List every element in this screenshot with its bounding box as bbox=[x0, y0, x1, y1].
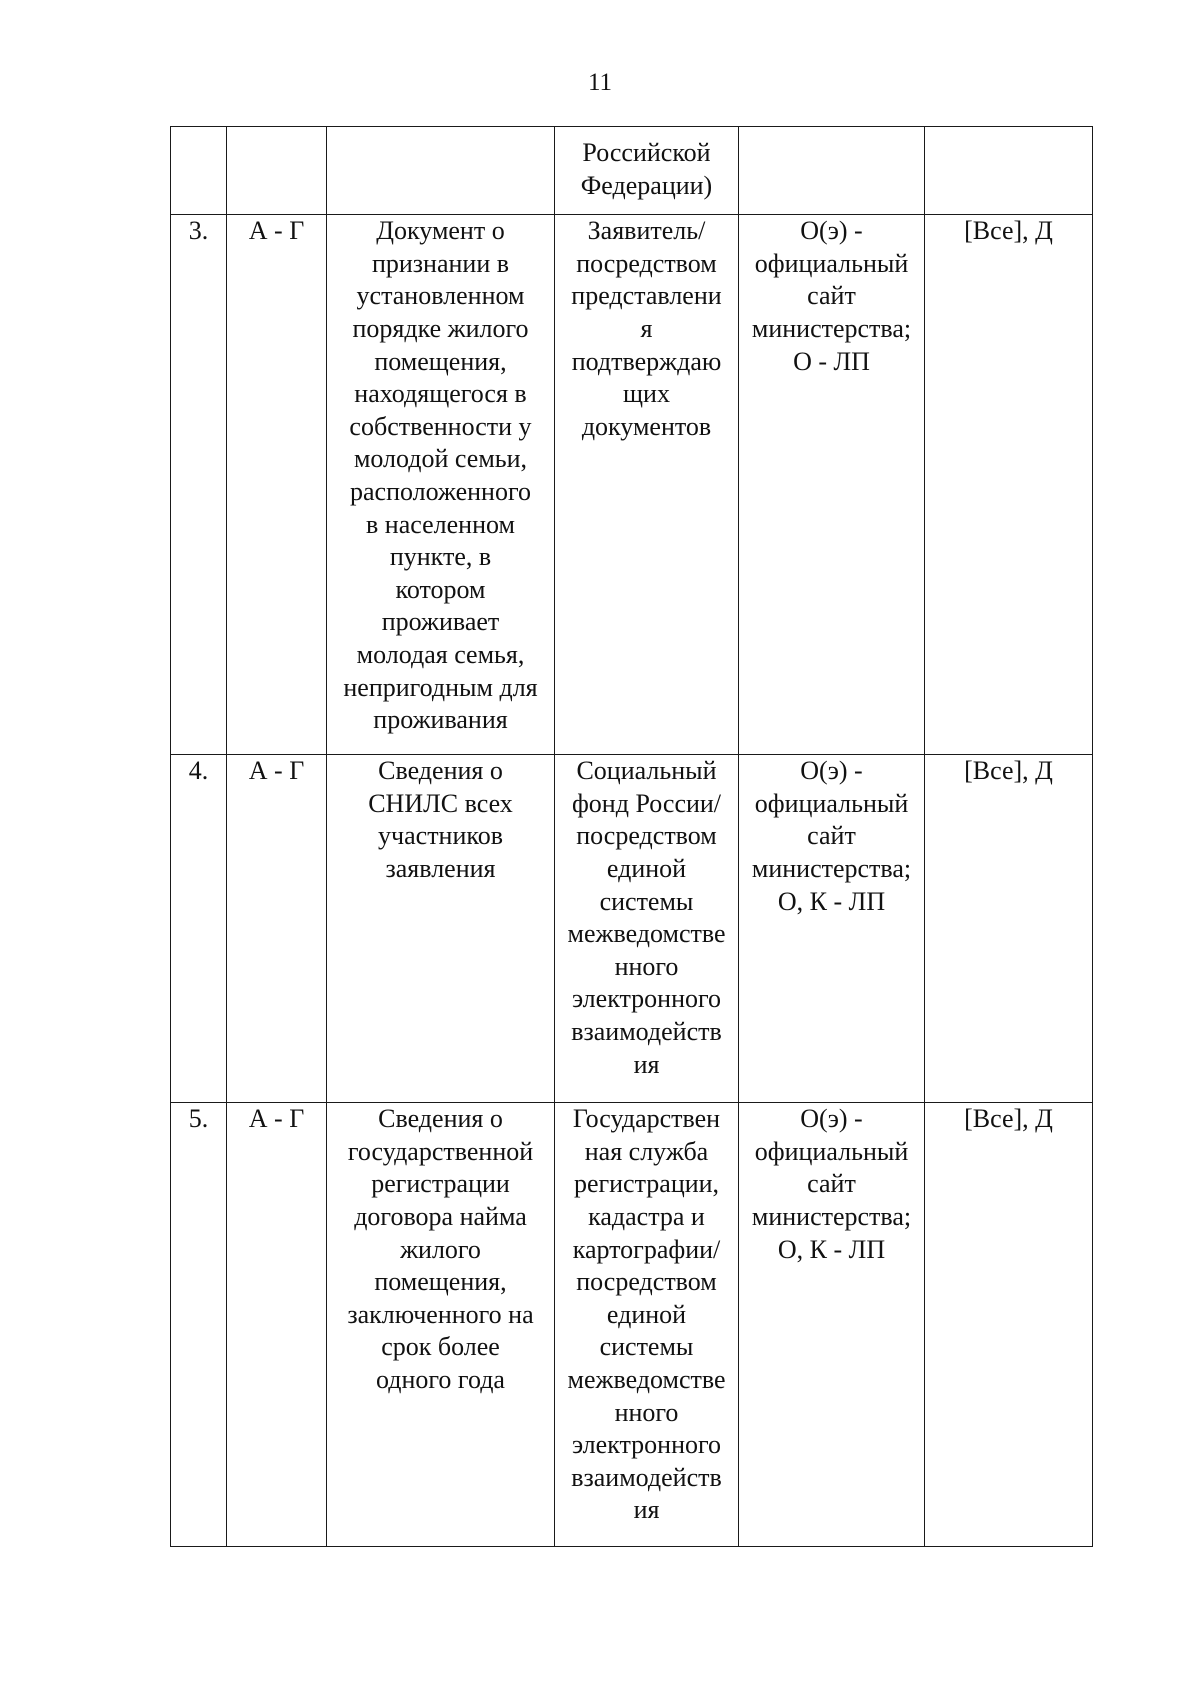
cell-category: А - Г bbox=[227, 1103, 327, 1547]
cell-rule: [Все], Д bbox=[925, 1103, 1093, 1547]
table-row bbox=[171, 1103, 1093, 1547]
cell-number bbox=[171, 127, 227, 215]
cell-number: 4. bbox=[171, 755, 227, 1103]
cell-form: О(э) - официальный сайт министерства; О, К - ЛП bbox=[739, 1103, 925, 1547]
cell-source: Российской Федерации) bbox=[555, 127, 739, 215]
cell-rule: [Все], Д bbox=[925, 215, 1093, 755]
cell-rule: [Все], Д bbox=[925, 755, 1093, 1103]
cell-document: Сведения о государственной регистрации договора найма жилого помещения, заключенного на срок более одного года bbox=[327, 1103, 555, 1547]
cell-form bbox=[739, 127, 925, 215]
cell-number: 5. bbox=[171, 1103, 227, 1547]
requirements-table bbox=[170, 126, 1093, 1547]
page-number: 11 bbox=[587, 69, 613, 96]
table-row bbox=[171, 215, 1093, 755]
cell-category bbox=[227, 127, 327, 215]
cell-category: А - Г bbox=[227, 215, 327, 755]
table-row bbox=[171, 755, 1093, 1103]
cell-category: А - Г bbox=[227, 755, 327, 1103]
cell-source: Государствен ная служба регистрации, кадастра и картографии/ посредством единой системы межведомстве нного электронного взаимодейств ия bbox=[555, 1103, 739, 1547]
cell-source: Заявитель/ посредством представлени я подтверждаю щих документов bbox=[555, 215, 739, 755]
cell-source: Социальный фонд России/ посредством единой системы межведомстве нного электронного взаимодейств ия bbox=[555, 755, 739, 1103]
cell-document: Сведения о СНИЛС всех участников заявления bbox=[327, 755, 555, 1103]
table-row-continuation bbox=[171, 127, 1093, 215]
cell-form: О(э) - официальный сайт министерства; О, К - ЛП bbox=[739, 755, 925, 1103]
cell-number: 3. bbox=[171, 215, 227, 755]
cell-rule bbox=[925, 127, 1093, 215]
cell-form: О(э) - официальный сайт министерства; О - ЛП bbox=[739, 215, 925, 755]
cell-document bbox=[327, 127, 555, 215]
cell-document: Документ о признании в установленном порядке жилого помещения, находящегося в собственности у молодой семьи, расположенного в населенном пункте, в котором проживает молодая семья, непригодным для проживания bbox=[327, 215, 555, 755]
